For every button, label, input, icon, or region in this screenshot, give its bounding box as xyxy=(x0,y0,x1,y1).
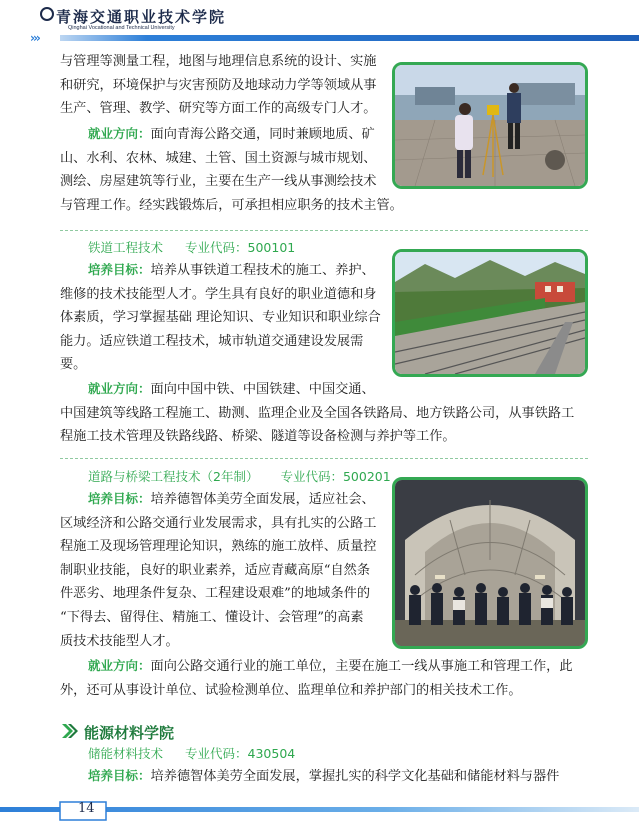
intro-direction: 就业方向：面向青海公路交通，同时兼顾地质、矿 山、水利、农林、城建、土管、国土资源与城市规划、 测绘、房屋建筑等行业，主要在生产一线从事测绘技术 与管理工作。经实践锻炼后，可承担相应职务的技术主管。 xyxy=(60,126,403,213)
photo-surveying-students xyxy=(392,62,588,189)
section-chevron-icon xyxy=(60,722,78,740)
major-heading-railway: 铁道工程技术 专业代码：500101 xyxy=(88,240,296,255)
school-logo-english: Qinghai Vocational and Technical University xyxy=(68,25,175,31)
major-heading-energy-storage: 储能材料技术 专业代码：430504 xyxy=(88,746,296,761)
direction-label: 就业方向： xyxy=(88,381,151,396)
footer-stripe xyxy=(0,800,639,826)
page-number: 14 xyxy=(78,801,95,816)
goal-label: 培养目标： xyxy=(88,768,151,783)
direction-label: 就业方向： xyxy=(88,126,151,141)
section-title: 能源材料学院 xyxy=(84,724,175,742)
photo-railway-tracks xyxy=(392,249,588,377)
road-bridge-goal: 培养目标：培养德智体美劳全面发展，适应社会、 区域经济和公路交通行业发展需求，具有扎实的公路工 程施工及现场管理理论知识，熟练的施工放样、质量控 制职业技能，良好的职业素养，适应青藏高原“自然条 件恶劣、地理条件复杂、工程建设艰难”的地域条件的 “下得去、留得住、精施工、懂设计、会管理”的高素 质技术技能型人才。 xyxy=(60,491,377,649)
intro-paragraph: 与管理等测量工程，地图与地理信息系统的设计、实施 和研究，环境保护与灾害预防及地球动力学等领域从事 生产、管理、教学、研究等方面工作的高级专门人才。 xyxy=(60,54,377,117)
major-heading-road-bridge: 道路与桥梁工程技术（2年制） 专业代码：500201 xyxy=(88,469,391,484)
school-logo-text: 青海交通职业技术学院 xyxy=(56,8,227,26)
energy-storage-goal: 培养目标：培养德智体美劳全面发展，掌握扎实的科学文化基础和储能材料与器件 xyxy=(88,768,560,784)
railway-goal: 培养目标：培养从事铁道工程技术的施工、养护、 维修的技术技能型人才。学生具有良好的职业道德和身 体素质，学习掌握基础 理论知识、专业知识和职业综合 能力。适应铁道工程技术，城市轨道交通建设发展需 要。 xyxy=(60,262,381,373)
school-emblem-icon xyxy=(40,7,54,21)
road-bridge-direction: 就业方向：面向公路交通行业的施工单位，主要在施工一线从事施工和管理工作，此 外，还可从事设计单位、试验检测单位、监理单位和养护部门的相关技术工作。 xyxy=(60,658,573,698)
railway-direction: 就业方向：面向中国中铁、中国铁建、中国交通、 中国建筑等线路工程施工、勘测、监理企业及全国各铁路局、地方铁路公司，从事铁路工 程施工技术管理及铁路线路、桥梁、隧道等设备检测与养护等工作。 xyxy=(60,381,575,445)
section-divider xyxy=(60,458,588,459)
photo-tunnel-group xyxy=(392,477,588,649)
direction-label: 就业方向： xyxy=(88,658,151,673)
page-header xyxy=(0,0,639,44)
section-divider xyxy=(60,230,588,231)
header-chevrons-icon: ››› xyxy=(30,31,39,45)
goal-label: 培养目标： xyxy=(88,262,151,277)
header-stripe xyxy=(0,34,639,42)
goal-label: 培养目标： xyxy=(88,491,151,506)
